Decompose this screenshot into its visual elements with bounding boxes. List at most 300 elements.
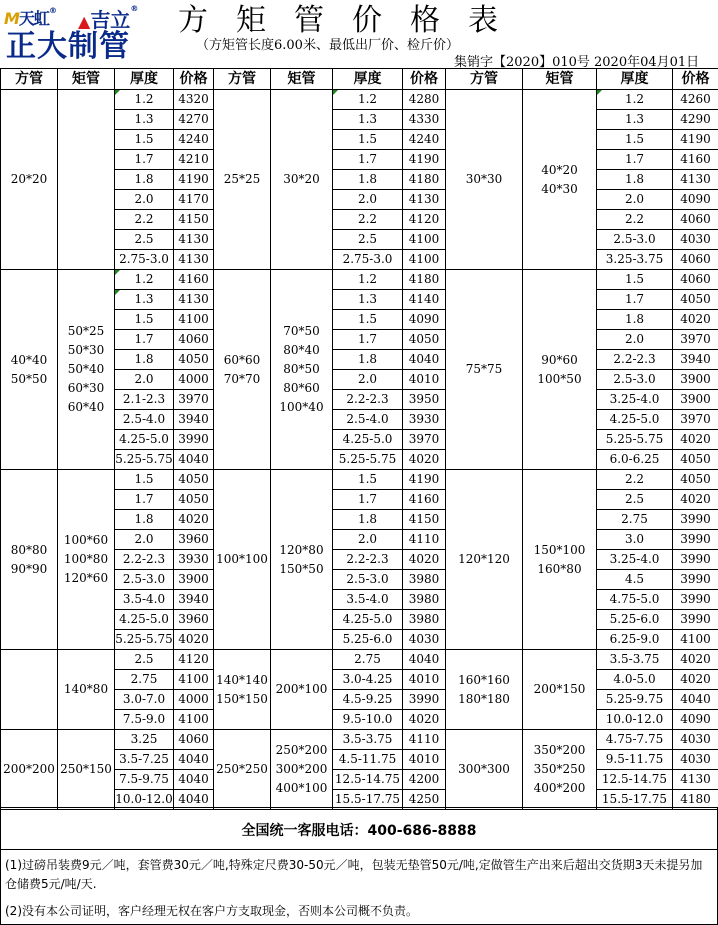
price-cell: 3960 xyxy=(174,610,214,630)
company-logo xyxy=(4,4,154,68)
thickness-cell: 4.0-5.0 xyxy=(597,670,673,690)
thickness-cell: 2.75-3.0 xyxy=(333,250,403,270)
thickness-cell: 10.0-12.0 xyxy=(597,710,673,730)
rect-size-cell xyxy=(58,270,115,470)
thickness-cell: 1.8 xyxy=(333,510,403,530)
rect-size: 160*80 xyxy=(537,561,582,576)
note-item: (1)过磅吊装费9元／吨，套管费30元／吨,特殊定尺费30-50元／吨，包装无垫管50元/吨,定做管生产出来后超出交货期3天未提另加仓储费5元/吨/天. xyxy=(5,858,703,891)
square-size: 50*50 xyxy=(10,371,48,386)
rect-size: 80*60 xyxy=(283,381,320,395)
price-cell: 4050 xyxy=(174,470,214,490)
price-cell: 4190 xyxy=(403,470,446,490)
rect-size: 250*200 xyxy=(275,743,328,757)
thickness-cell: 12.5-14.75 xyxy=(333,770,403,790)
price-cell: 4270 xyxy=(174,110,214,130)
price-cell: 3900 xyxy=(673,390,718,410)
square-size: 120*120 xyxy=(458,552,510,566)
price-cell: 4030 xyxy=(673,230,718,250)
thickness-cell: 4.5-11.75 xyxy=(333,750,403,770)
rect-size: 120*80 xyxy=(279,542,324,557)
price-cell: 3990 xyxy=(673,610,718,630)
price-cell: 4050 xyxy=(673,290,718,310)
price-cell: 4240 xyxy=(174,130,214,150)
price-cell: 4250 xyxy=(403,790,446,810)
thickness-cell: 9.5-11.75 xyxy=(597,750,673,770)
thickness-cell: 2.5-3.0 xyxy=(333,570,403,590)
price-cell: 4050 xyxy=(673,450,718,470)
thickness-cell: 1.7 xyxy=(115,150,174,170)
thickness-cell: 2.0 xyxy=(115,530,174,550)
thickness-cell: 7.5-9.75 xyxy=(115,770,174,790)
table-row xyxy=(1,270,718,290)
rect-size: 300*200 xyxy=(275,762,328,776)
thickness-cell: 1.2 xyxy=(597,90,673,110)
price-cell: 4040 xyxy=(174,770,214,790)
square-size-cell xyxy=(214,730,271,810)
price-cell: 3990 xyxy=(174,430,214,450)
thickness-cell: 3.5-7.25 xyxy=(115,750,174,770)
document-date: 2020年04月01日 xyxy=(594,55,700,70)
rect-size: 90*60 xyxy=(541,352,578,367)
thickness-cell: 2.75 xyxy=(597,510,673,530)
square-size: 30*30 xyxy=(465,172,503,186)
thickness-cell: 1.2 xyxy=(333,270,403,290)
rect-size-cell xyxy=(523,270,597,470)
square-size-cell xyxy=(446,730,523,810)
rect-size: 60*30 xyxy=(67,381,105,395)
thickness-cell: 1.7 xyxy=(333,150,403,170)
thickness-cell: 1.3 xyxy=(333,290,403,310)
price-cell: 3990 xyxy=(403,690,446,710)
square-size: 250*250 xyxy=(216,762,268,776)
rect-size: 150*50 xyxy=(279,561,324,576)
thickness-cell: 9.5-10.0 xyxy=(333,710,403,730)
rect-size: 80*50 xyxy=(283,362,320,376)
price-cell: 4240 xyxy=(403,130,446,150)
thickness-cell: 2.2-2.3 xyxy=(597,350,673,370)
price-cell: 4090 xyxy=(673,190,718,210)
column-header: 方管 xyxy=(1,69,58,90)
thickness-cell: 2.5-3.0 xyxy=(115,570,174,590)
price-cell: 4040 xyxy=(174,750,214,770)
thickness-cell: 2.2-2.3 xyxy=(333,390,403,410)
thickness-cell: 4.75-5.0 xyxy=(597,590,673,610)
page-title: 方矩管价格表 xyxy=(178,3,526,38)
price-cell: 4100 xyxy=(174,310,214,330)
thickness-cell: 1.3 xyxy=(333,110,403,130)
thickness-cell: 6.25-9.0 xyxy=(597,630,673,650)
price-cell: 4120 xyxy=(174,650,214,670)
thickness-cell: 5.25-5.75 xyxy=(115,450,174,470)
square-size-cell xyxy=(446,470,523,650)
price-cell: 4030 xyxy=(673,750,718,770)
price-cell: 4290 xyxy=(673,110,718,130)
price-cell: 4000 xyxy=(174,690,214,710)
square-size-cell xyxy=(446,90,523,270)
square-size: 180*180 xyxy=(458,691,510,706)
notes-box xyxy=(0,850,718,925)
thickness-cell: 4.5-9.25 xyxy=(333,690,403,710)
price-cell: 4060 xyxy=(673,250,718,270)
price-cell: 3990 xyxy=(673,550,718,570)
rect-size-cell xyxy=(523,90,597,270)
price-cell: 4040 xyxy=(673,690,718,710)
price-cell: 4150 xyxy=(403,510,446,530)
column-header: 厚度 xyxy=(597,69,673,90)
thickness-cell: 2.0 xyxy=(333,190,403,210)
thickness-cell: 1.7 xyxy=(333,490,403,510)
thickness-cell: 15.5-17.75 xyxy=(597,790,673,810)
thickness-cell: 2.5 xyxy=(597,490,673,510)
rect-size-cell xyxy=(58,470,115,650)
thickness-cell: 2.2 xyxy=(333,210,403,230)
logo-mark-icon: M xyxy=(4,9,19,28)
square-size-cell xyxy=(214,650,271,730)
thickness-cell: 1.8 xyxy=(115,170,174,190)
rect-size: 100*60 xyxy=(63,533,109,547)
price-cell: 4020 xyxy=(673,490,718,510)
price-cell: 3990 xyxy=(673,590,718,610)
price-cell: 3970 xyxy=(673,330,718,350)
price-cell: 4150 xyxy=(174,210,214,230)
price-cell: 3990 xyxy=(673,530,718,550)
thickness-cell: 12.5-14.75 xyxy=(597,770,673,790)
price-cell: 4030 xyxy=(403,630,446,650)
thickness-cell: 2.5 xyxy=(115,230,174,250)
price-cell: 3980 xyxy=(403,590,446,610)
thickness-cell: 5.25-5.75 xyxy=(597,430,673,450)
table-row xyxy=(1,90,718,110)
thickness-cell: 3.0 xyxy=(597,530,673,550)
price-cell: 3950 xyxy=(403,390,446,410)
logo-brand-jili: ▲吉立® xyxy=(78,4,139,32)
price-cell: 3980 xyxy=(403,570,446,590)
thickness-cell: 2.0 xyxy=(597,190,673,210)
price-cell: 4140 xyxy=(403,290,446,310)
thickness-cell: 4.25-5.0 xyxy=(333,610,403,630)
rect-size-cell xyxy=(271,270,333,470)
thickness-cell: 1.7 xyxy=(115,490,174,510)
price-cell: 4020 xyxy=(403,450,446,470)
logo-main-text: 正大制管 xyxy=(6,29,130,64)
thickness-cell: 3.0-4.25 xyxy=(333,670,403,690)
rect-size: 350*200 xyxy=(533,743,586,757)
square-size: 40*40 xyxy=(10,352,48,367)
thickness-cell: 1.5 xyxy=(597,130,673,150)
price-cell: 4110 xyxy=(403,730,446,750)
price-cell: 4040 xyxy=(174,790,214,810)
price-cell: 4130 xyxy=(174,290,214,310)
price-cell: 4010 xyxy=(403,750,446,770)
price-cell: 4190 xyxy=(403,150,446,170)
price-cell: 4030 xyxy=(673,730,718,750)
thickness-cell: 2.2-2.3 xyxy=(115,550,174,570)
thickness-cell: 1.5 xyxy=(333,470,403,490)
price-cell: 4020 xyxy=(673,430,718,450)
price-cell: 4280 xyxy=(403,90,446,110)
rect-size-cell xyxy=(271,470,333,650)
price-cell: 3980 xyxy=(403,610,446,630)
thickness-cell: 2.2 xyxy=(597,210,673,230)
rect-size: 200*100 xyxy=(275,682,328,696)
price-cell: 4210 xyxy=(174,150,214,170)
rect-size-cell xyxy=(58,730,115,810)
thickness-cell: 3.5-4.0 xyxy=(115,590,174,610)
price-cell: 4130 xyxy=(174,230,214,250)
price-cell: 3970 xyxy=(673,410,718,430)
price-cell: 4060 xyxy=(174,730,214,750)
price-cell: 4050 xyxy=(403,330,446,350)
thickness-cell: 1.2 xyxy=(115,270,174,290)
thickness-cell: 3.5-3.75 xyxy=(597,650,673,670)
thickness-cell: 4.75-7.75 xyxy=(597,730,673,750)
price-cell: 4090 xyxy=(403,310,446,330)
price-cell: 3940 xyxy=(174,410,214,430)
thickness-cell: 4.5 xyxy=(597,570,673,590)
price-cell: 4010 xyxy=(403,670,446,690)
thickness-cell: 2.5-4.0 xyxy=(115,410,174,430)
square-size: 160*160 xyxy=(458,672,510,687)
price-cell: 4100 xyxy=(174,710,214,730)
rect-size: 70*50 xyxy=(283,324,320,338)
price-cell: 4160 xyxy=(403,490,446,510)
price-cell: 4320 xyxy=(174,90,214,110)
thickness-cell: 6.0-6.25 xyxy=(597,450,673,470)
column-header: 矩管 xyxy=(58,69,115,90)
hotline-text: 全国统一客服电话：400-686-8888 xyxy=(241,823,477,839)
price-cell: 4180 xyxy=(403,270,446,290)
thickness-cell: 3.0-7.0 xyxy=(115,690,174,710)
hotline-box xyxy=(0,807,718,850)
price-cell: 4050 xyxy=(174,350,214,370)
rect-size-cell xyxy=(523,730,597,810)
rect-size-cell xyxy=(271,650,333,730)
thickness-cell: 2.75 xyxy=(333,650,403,670)
price-cell: 4160 xyxy=(673,150,718,170)
price-cell: 3940 xyxy=(174,590,214,610)
thickness-cell: 4.25-5.0 xyxy=(115,430,174,450)
square-size: 70*70 xyxy=(223,371,261,386)
price-cell: 4060 xyxy=(673,270,718,290)
rect-size-cell xyxy=(58,650,115,730)
price-cell: 3970 xyxy=(174,390,214,410)
thickness-cell: 2.5-3.0 xyxy=(597,230,673,250)
rect-size: 250*150 xyxy=(60,762,112,776)
thickness-cell: 15.5-17.75 xyxy=(333,790,403,810)
square-size-cell xyxy=(446,270,523,470)
logo-brand-tianhong: M天虹® xyxy=(4,6,56,28)
thickness-cell: 5.25-6.0 xyxy=(597,610,673,630)
thickness-cell: 2.0 xyxy=(333,530,403,550)
rect-size-cell xyxy=(271,730,333,810)
price-cell: 4120 xyxy=(403,210,446,230)
price-cell: 3960 xyxy=(174,530,214,550)
square-size-cell xyxy=(1,90,58,270)
thickness-cell: 2.1-2.3 xyxy=(115,390,174,410)
thickness-cell: 1.8 xyxy=(597,310,673,330)
rect-size: 150*100 xyxy=(533,542,586,557)
column-header: 厚度 xyxy=(115,69,174,90)
square-size-cell xyxy=(214,270,271,470)
square-size: 20*20 xyxy=(10,172,48,186)
square-size: 300*300 xyxy=(458,762,510,776)
price-cell: 4130 xyxy=(174,250,214,270)
square-size: 25*25 xyxy=(223,172,261,186)
document-number: 集销字【2020】010号 xyxy=(454,55,590,70)
price-cell: 4110 xyxy=(403,530,446,550)
thickness-cell: 1.5 xyxy=(115,310,174,330)
table-body xyxy=(1,90,718,810)
thickness-cell: 2.75-3.0 xyxy=(115,250,174,270)
thickness-cell: 1.7 xyxy=(115,330,174,350)
square-size: 140*140 xyxy=(216,672,268,687)
square-size-cell xyxy=(1,650,58,730)
square-size-cell xyxy=(214,90,271,270)
price-cell: 4100 xyxy=(673,630,718,650)
price-cell: 3930 xyxy=(174,550,214,570)
thickness-cell: 1.7 xyxy=(597,290,673,310)
rect-size-cell xyxy=(58,90,115,270)
price-cell: 4060 xyxy=(174,330,214,350)
thickness-cell: 3.25-3.75 xyxy=(597,250,673,270)
thickness-cell: 3.5-4.0 xyxy=(333,590,403,610)
price-cell: 3990 xyxy=(673,510,718,530)
rect-size: 140*80 xyxy=(63,682,109,696)
rect-size-cell xyxy=(523,470,597,650)
price-cell: 3900 xyxy=(174,570,214,590)
price-cell: 4090 xyxy=(673,710,718,730)
thickness-cell: 1.3 xyxy=(115,290,174,310)
price-cell: 4040 xyxy=(403,350,446,370)
price-cell: 4050 xyxy=(673,470,718,490)
thickness-cell: 2.5-4.0 xyxy=(333,410,403,430)
square-size: 80*80 xyxy=(10,542,48,557)
square-size-cell xyxy=(1,730,58,810)
table-row xyxy=(1,730,718,750)
rect-size: 120*60 xyxy=(63,571,109,585)
thickness-cell: 1.8 xyxy=(115,350,174,370)
square-size: 200*200 xyxy=(3,762,55,776)
rect-size: 100*80 xyxy=(63,552,109,566)
price-cell: 4200 xyxy=(403,770,446,790)
thickness-cell: 3.25-4.0 xyxy=(597,550,673,570)
thickness-cell: 5.25-5.75 xyxy=(333,450,403,470)
thickness-cell: 1.5 xyxy=(115,470,174,490)
note-item: (2)没有本公司证明，客户经理无权在客户方支取现金，否则本公司概不负责。 xyxy=(5,904,419,918)
column-header: 矩管 xyxy=(523,69,597,90)
price-cell: 4130 xyxy=(673,170,718,190)
rect-size-cell xyxy=(523,650,597,730)
price-cell: 4170 xyxy=(174,190,214,210)
price-cell: 4130 xyxy=(403,190,446,210)
rect-size: 40*30 xyxy=(541,181,578,196)
thickness-cell: 1.7 xyxy=(597,150,673,170)
column-header: 价格 xyxy=(174,69,214,90)
price-cell: 4010 xyxy=(403,370,446,390)
price-cell: 4000 xyxy=(174,370,214,390)
thickness-cell: 2.0 xyxy=(333,370,403,390)
triangle-logo-icon: ▲ xyxy=(78,12,91,31)
thickness-cell: 2.2-2.3 xyxy=(333,550,403,570)
price-cell: 4020 xyxy=(403,550,446,570)
thickness-cell: 5.25-6.0 xyxy=(333,630,403,650)
thickness-cell: 1.5 xyxy=(597,270,673,290)
thickness-cell: 2.5 xyxy=(333,230,403,250)
square-size: 60*60 xyxy=(223,352,261,367)
column-header: 价格 xyxy=(403,69,446,90)
thickness-cell: 1.3 xyxy=(597,110,673,130)
thickness-cell: 2.0 xyxy=(597,330,673,350)
thickness-cell: 4.25-5.0 xyxy=(597,410,673,430)
thickness-cell: 1.8 xyxy=(333,170,403,190)
column-header: 方管 xyxy=(446,69,523,90)
price-cell: 3990 xyxy=(673,570,718,590)
thickness-cell: 4.25-5.0 xyxy=(333,430,403,450)
square-size-cell xyxy=(446,650,523,730)
rect-size: 100*50 xyxy=(537,371,582,386)
table-row xyxy=(1,650,718,670)
rect-size: 50*30 xyxy=(67,343,105,357)
square-size-cell xyxy=(1,270,58,470)
thickness-cell: 2.5 xyxy=(115,650,174,670)
thickness-cell: 1.2 xyxy=(333,90,403,110)
price-cell: 3930 xyxy=(403,410,446,430)
square-size-cell xyxy=(214,470,271,650)
price-cell: 4160 xyxy=(174,270,214,290)
rect-size: 50*40 xyxy=(67,362,105,376)
column-header: 厚度 xyxy=(333,69,403,90)
thickness-cell: 2.5-3.0 xyxy=(597,370,673,390)
thickness-cell: 1.3 xyxy=(115,110,174,130)
square-size: 75*75 xyxy=(465,362,503,376)
thickness-cell: 1.7 xyxy=(333,330,403,350)
thickness-cell: 1.2 xyxy=(115,90,174,110)
price-cell: 4020 xyxy=(174,510,214,530)
thickness-cell: 2.2 xyxy=(115,210,174,230)
rect-size: 40*20 xyxy=(541,162,578,177)
square-size: 90*90 xyxy=(10,561,48,576)
rect-size: 400*200 xyxy=(533,781,586,795)
thickness-cell: 1.8 xyxy=(333,350,403,370)
table-header-row xyxy=(1,69,718,90)
price-cell: 4020 xyxy=(403,710,446,730)
square-size: 150*150 xyxy=(216,691,268,706)
thickness-cell: 3.5-3.75 xyxy=(333,730,403,750)
rect-size: 400*100 xyxy=(275,781,328,795)
price-cell: 4020 xyxy=(673,670,718,690)
thickness-cell: 1.5 xyxy=(115,130,174,150)
price-cell: 4060 xyxy=(673,210,718,230)
thickness-cell: 5.25-5.75 xyxy=(115,630,174,650)
price-cell: 4100 xyxy=(174,670,214,690)
price-cell: 4040 xyxy=(174,450,214,470)
thickness-cell: 1.8 xyxy=(597,170,673,190)
column-header: 价格 xyxy=(673,69,718,90)
rect-size: 80*40 xyxy=(283,343,320,357)
price-cell: 4040 xyxy=(403,650,446,670)
price-cell: 4100 xyxy=(403,250,446,270)
thickness-cell: 2.75 xyxy=(115,670,174,690)
price-cell: 3900 xyxy=(673,370,718,390)
rect-size: 50*25 xyxy=(67,324,105,338)
square-size: 100*100 xyxy=(216,552,268,566)
price-cell: 4020 xyxy=(673,310,718,330)
rect-size: 350*250 xyxy=(533,762,586,776)
column-header: 方管 xyxy=(214,69,271,90)
price-cell: 4130 xyxy=(673,770,718,790)
thickness-cell: 4.25-5.0 xyxy=(115,610,174,630)
rect-size: 60*40 xyxy=(67,400,105,414)
